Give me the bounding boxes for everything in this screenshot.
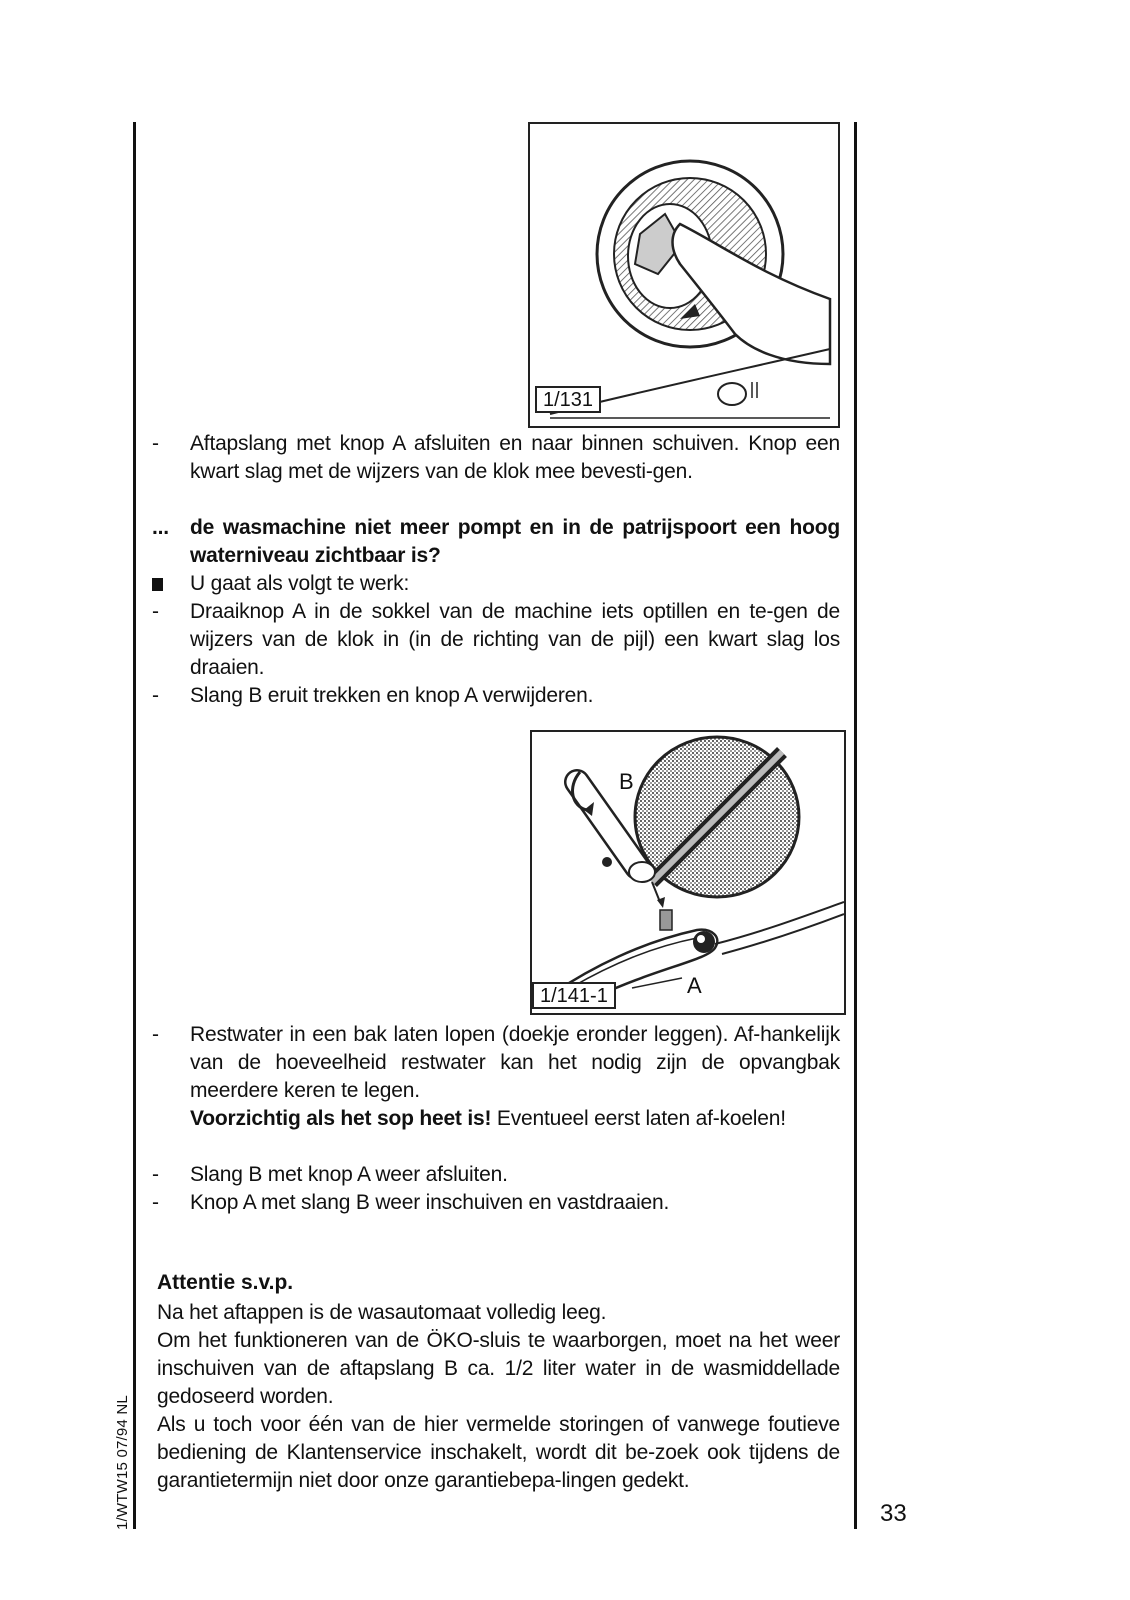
dash-bullet: - — [152, 432, 159, 455]
list-item — [150, 1189, 840, 1217]
list-item — [150, 598, 840, 682]
dash-bullet: - — [152, 684, 159, 707]
step-text: Restwater in een bak laten lopen (doekje eronder leggen). Af-hankelijk van de hoeveelheid restwater kan het nodig zijn de opvangbak meerdere keren te legen. — [190, 1023, 840, 1102]
list-item — [150, 430, 840, 486]
right-margin-rule — [854, 122, 857, 1529]
figure-label: 1/131 — [535, 386, 601, 413]
figure-drain-knob-turn — [528, 122, 840, 428]
dash-bullet: - — [152, 600, 159, 623]
square-bullet-icon — [152, 570, 163, 599]
question-heading — [150, 514, 840, 570]
list-item — [150, 570, 840, 598]
step-text: Slang B met knop A weer afsluiten. — [190, 1163, 508, 1186]
warning-note — [150, 1105, 840, 1133]
hose-knob-illustration — [532, 732, 844, 1013]
step-text: Draaiknop A in de sokkel van de machine iets optillen en te-gen de wijzers van de klok in (in de richting van de pijl) een kwart slag los draaien. — [190, 600, 840, 679]
step-text: Slang B eruit trekken en knop A verwijderen. — [190, 684, 594, 707]
ellipsis-bullet: ... — [152, 516, 169, 539]
list-item — [150, 1021, 840, 1105]
list-item — [150, 1161, 840, 1189]
figure-label: 1/141-1 — [532, 982, 616, 1009]
callout-b: B — [619, 769, 634, 794]
figure-hose-and-knob — [530, 730, 846, 1015]
warning-rest: Eventueel eerst laten af-koelen! — [491, 1107, 786, 1130]
dash-bullet: - — [152, 1191, 159, 1214]
question-text: de wasmachine niet meer pompt en in de patrijspoort een hoog waterniveau zichtbaar is? — [190, 516, 840, 567]
list-item — [150, 682, 840, 710]
step-text: Aftapslang met knop A afsluiten en naar binnen schuiven. Knop een kwart slag met de wijzers van de klok mee bevesti-gen. — [190, 432, 840, 483]
attention-paragraph: Als u toch voor één van de hier vermelde storingen of vanwege foutieve bediening de Klantenservice inschakelt, wordt dit be-zoek ook tijdens de garantietermijn niet door onze garantiebepa-lingen gedekt. — [157, 1413, 840, 1492]
callout-a: A — [687, 973, 702, 998]
step-text: Knop A met slang B weer inschuiven en vastdraaien. — [190, 1191, 670, 1214]
intro-text: U gaat als volgt te werk: — [190, 572, 410, 595]
attention-paragraph: Om het funktioneren van de ÖKO-sluis te waarborgen, moet na het weer inschuiven van de aftapslang B ca. 1/2 liter water in de wasmiddellade gedoseerd worden. — [157, 1329, 840, 1408]
drain-knob-illustration — [530, 124, 838, 426]
document-code: 1/WTW15 07/94 NL — [114, 1395, 131, 1530]
page-number: 33 — [880, 1500, 907, 1527]
left-margin-rule — [133, 122, 136, 1529]
attention-paragraph: Na het aftappen is de wasautomaat volledig leeg. — [157, 1301, 607, 1324]
attention-title: Attentie s.v.p. — [157, 1271, 294, 1294]
warning-bold: Voorzichtig als het sop heet is! — [190, 1107, 492, 1130]
dash-bullet: - — [152, 1023, 159, 1046]
dash-bullet: - — [152, 1163, 159, 1186]
